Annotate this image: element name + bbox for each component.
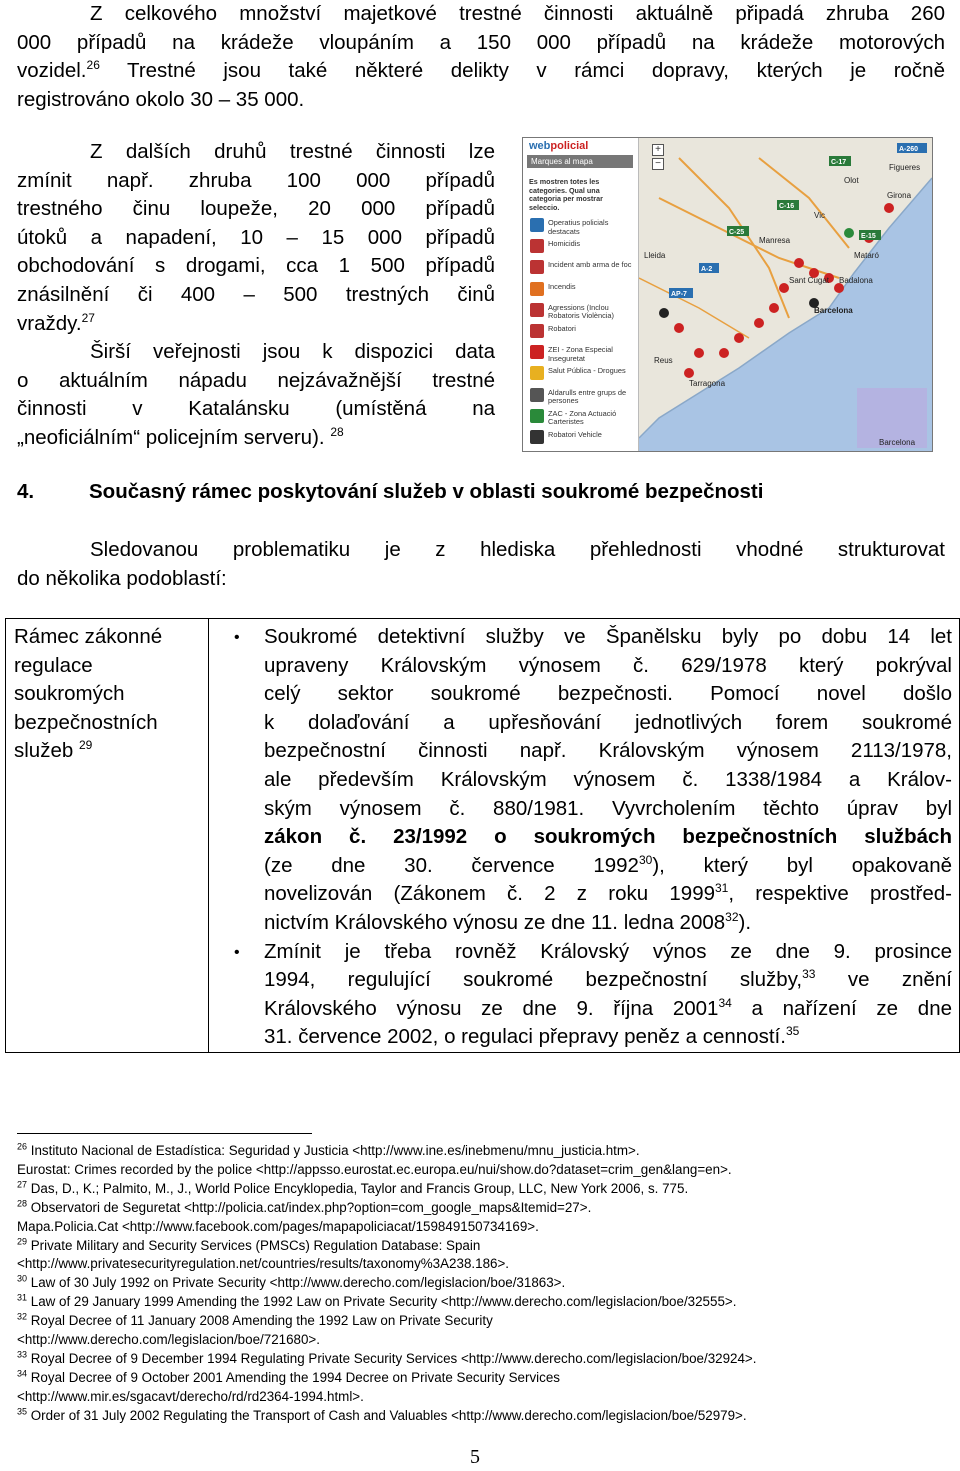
map-svg: [639, 138, 932, 451]
legend-label[interactable]: ZEI - Zona Especial Inseguretat: [548, 345, 613, 363]
left-text: vraždy.: [17, 311, 82, 335]
footnote-ref[interactable]: 34: [718, 995, 732, 1010]
footnote: [17, 1180, 952, 1199]
footnote-line: [17, 1388, 952, 1407]
place-label-lleida: Lleida: [644, 251, 666, 260]
bullet-text: ve znění: [815, 968, 952, 992]
place-label-manresa: Manresa: [759, 236, 791, 245]
intro-text: Trestné jsou také některé delikty v rámci dopravy, kterých je ročně: [99, 59, 945, 83]
left-cell-text: služeb: [14, 739, 74, 763]
zoom-in-button[interactable]: +: [652, 144, 664, 156]
footnote-line: [17, 1350, 952, 1369]
left-line: útoků a napadení, 10 – 15 000 případů: [17, 225, 495, 249]
sub-intro-line: do několika podoblastí:: [17, 566, 227, 590]
footnote-line: [17, 1199, 952, 1218]
footnote-text: Eurostat: Crimes recorded by the police <http://appsso.eurostat.ec.europa.eu/nui/show.do?dataset=crim_gen&lang=en>.: [17, 1161, 732, 1177]
footnote-ref[interactable]: 32: [725, 910, 739, 925]
legend-label[interactable]: Incendis: [548, 281, 576, 291]
footnote-number: 30: [17, 1273, 28, 1284]
bullet-line: [264, 1023, 952, 1052]
left-cell-line: regulace: [14, 653, 93, 677]
footnote-number: 29: [17, 1236, 28, 1247]
footnote-number: 27: [17, 1179, 28, 1190]
bullet-text: novelizován (Zákonem č. 2 z roku 1999: [264, 882, 715, 906]
footnote-text: Royal Decree of 9 October 2001 Amending the 1994 Decree on Private Security Services: [30, 1369, 560, 1385]
bullet-line: bezpečnostní činnosti např. Královským výnosem 2113/1978,: [264, 739, 952, 763]
bullet-line: [264, 909, 952, 938]
left-line: Širší veřejnosti jsou k dispozici data: [90, 340, 495, 364]
map-marker: [674, 323, 684, 333]
legend-icon[interactable]: [530, 345, 544, 359]
footnote-text: Das, D., K.; Palmito, M., J., World Police Encyklopedia, Taylor and Francis Group, LLC, New York 2006, s. 775.: [30, 1180, 689, 1196]
legend-icon[interactable]: [530, 218, 544, 232]
left-line: [17, 424, 495, 453]
map-brand-a: web: [529, 140, 551, 152]
left-line: činnosti v Katalánsku (umístěná na: [17, 397, 495, 421]
map-intro: Es mostren totes les categories. Qual una categoria per mostrar seleccio.: [529, 177, 603, 212]
left-cell-line: bezpečnostních: [14, 710, 158, 734]
intro-line: 000 případů na krádeže vloupáním a 150 000 případů na krádeže motorových: [17, 30, 945, 54]
legend-icon[interactable]: [530, 303, 544, 317]
bullet-line: Zmínit je třeba rovněž Královský výnos ze dne 9. prosince: [264, 939, 952, 963]
footnote-line: [17, 1218, 952, 1237]
map-brand: [529, 140, 588, 152]
map-marker: [884, 203, 894, 213]
bullet-line: ale především Královským výnosem č. 1338/1984 a Králov-: [264, 767, 952, 791]
map-marker: [844, 228, 854, 238]
bullet-text: ).: [738, 910, 752, 934]
footnote-line: [17, 1237, 952, 1256]
road-badge-c16: C-16: [779, 203, 795, 210]
section-number: 4.: [17, 480, 35, 503]
place-label-sant-cugat: Sant Cugat: [789, 276, 830, 285]
road-badge-c25: C-25: [729, 229, 745, 236]
left-cell-line: soukromých: [14, 682, 125, 706]
map-marker: [779, 283, 789, 293]
legend-label[interactable]: Aldarulls entre grups de persones: [548, 387, 627, 406]
footnote-text: Royal Decree of 11 January 2008 Amending the 1992 Law on Private Security: [30, 1313, 493, 1329]
footnote-text: Private Military and Security Services (PMSCs) Regulation Database: Spain: [30, 1237, 481, 1253]
legend-label[interactable]: Incident amb arma de foc: [548, 260, 632, 270]
footnote-text: Observatori de Seguretat <http://policia.cat/index.php?option=com_google_maps&Itemid=27>.: [30, 1199, 592, 1215]
footnote-text: Law of 29 January 1999 Amending the 1992 Law on Private Security <http://www.derecho.com/legislacion/boe/32555>.: [30, 1294, 737, 1310]
bullet-text: 31. července 2002, o regulaci přepravy peněz a cenností.: [264, 1025, 786, 1049]
road-badge-c17: C-17: [831, 159, 847, 166]
intro-line: [17, 57, 945, 86]
bullet-line-bold: zákon č. 23/1992 o soukromých bezpečnostních službách: [264, 825, 952, 849]
bullet-line: celý sektor soukromé bezpečnosti. Pomocí novel došlo: [264, 682, 952, 706]
bullet-text: ), který byl opakovaně: [652, 853, 953, 877]
bullet-text: Královského výnosu ze dne 9. října 2001: [264, 996, 719, 1020]
bullet-dot: •: [234, 943, 240, 961]
intro-text: vozidel.: [17, 59, 87, 83]
footnote: [17, 1407, 952, 1426]
footnote-number: 35: [17, 1406, 28, 1417]
bullet-text: 1994, regulující soukromé bezpečnostní služby,: [264, 968, 803, 992]
crime-map-screenshot: [522, 137, 933, 452]
place-label-badalona: Badalona: [839, 276, 873, 285]
bullet-dot: •: [234, 629, 240, 646]
footnote-number: 26: [17, 1141, 28, 1152]
page-number: 5: [470, 1446, 480, 1468]
footnote-text: Order of 31 July 2002 Regulating the Transport of Cash and Valuables <http://www.derecho.com/legislacion/boe/52979>.: [30, 1407, 747, 1423]
footnote-text: Mapa.Policia.Cat <http://www.facebook.com/pages/mapapoliciacat/159849150734169>.: [17, 1218, 539, 1234]
footnote-line: [17, 1274, 952, 1293]
legend-icon[interactable]: [530, 366, 544, 380]
map-marker: [659, 308, 669, 318]
map-marker: [734, 333, 744, 343]
legend-icon[interactable]: [530, 324, 544, 338]
intro-line: Z celkového množství majetkové trestné činnosti aktuálně připadá zhruba 260: [90, 2, 945, 25]
footnote-number: 31: [17, 1292, 28, 1303]
legend-label[interactable]: ZAC - Zona Actuació Carteristes: [548, 408, 617, 427]
footnote-line: [17, 1312, 952, 1331]
map-marker: [694, 348, 704, 358]
left-text: „neoficiálním“ policejním serveru).: [17, 425, 325, 449]
legend-icon[interactable]: [530, 430, 544, 444]
road-line: [639, 278, 749, 338]
left-paragraph: [17, 138, 495, 453]
footnote-line: [17, 1407, 952, 1426]
place-label-mataro: Mataró: [854, 251, 879, 260]
bullet-text: (ze dne 30. července 1992: [264, 853, 639, 877]
footnote-number: 33: [17, 1349, 28, 1360]
legend-label[interactable]: Homicidis: [548, 239, 581, 249]
footnote-ref[interactable]: 27: [81, 310, 95, 325]
place-label-girona: Girona: [887, 191, 912, 200]
left-line: trestného činu loupeže, 20 000 případů: [17, 197, 495, 221]
footnote: [17, 1237, 952, 1275]
place-label-vic: Vic: [814, 211, 825, 220]
section-heading: [17, 480, 947, 504]
footnote-line: [17, 1180, 952, 1199]
map-brand-b: policial: [550, 140, 589, 152]
legend-label[interactable]: Agressions (Inclou Robatoris Violència): [548, 302, 615, 321]
map-marker: [754, 318, 764, 328]
footnote-text: <http://www.privatesecurityregulation.net/countries/results/taxonomy%3A238.186>.: [17, 1256, 510, 1272]
bullet-text: nictvím Královského výnosu ze dne 11. ledna 2008: [264, 910, 726, 934]
legend-icon[interactable]: [530, 282, 544, 296]
bullet-line: [264, 880, 952, 909]
section-title: Současný rámec poskytování služeb v oblasti soukromé bezpečnosti: [89, 480, 764, 503]
bullet-list: [234, 623, 953, 1052]
footnote: [17, 1274, 952, 1293]
place-label-olot: Olot: [844, 176, 859, 185]
sub-intro-line: Sledovanou problematiku je z hlediska přehlednosti vhodné strukturovat: [90, 538, 945, 561]
left-line: [17, 310, 495, 339]
footnote: [17, 1142, 952, 1180]
legend-label[interactable]: Operatius policials destacats: [548, 218, 609, 236]
road-badge-ap7: AP-7: [671, 291, 687, 298]
footnote-text: Royal Decree of 9 December 1994 Regulating Private Security Services <http://www.derecho.com/legislacion/boe/32924>.: [30, 1350, 757, 1366]
footnote-ref[interactable]: 31: [715, 881, 729, 896]
road-line: [759, 158, 849, 248]
intro-line: registrováno okolo 30 – 35 000.: [17, 87, 305, 111]
footnote: [17, 1199, 952, 1218]
bullet-line: [264, 966, 952, 995]
road-badge-a2: A-2: [701, 266, 713, 273]
intro-paragraph: [17, 0, 945, 114]
bullet-item: [234, 938, 952, 1052]
legend-icon[interactable]: [530, 409, 544, 423]
legend-icon[interactable]: [530, 239, 544, 253]
legend-icon[interactable]: [530, 388, 544, 402]
left-line: zmínit např. zhruba 100 000 případů: [17, 168, 495, 192]
footnote-text: <http://www.mir.es/sgacavt/derecho/rd/rd2364-1994.html>.: [17, 1388, 364, 1404]
footnote: [17, 1312, 952, 1350]
bullet-line: ským výnosem č. 880/1981. Vyvrcholením těchto úprav byl: [264, 796, 952, 820]
place-label-barcelona-2: Barcelona: [879, 438, 916, 447]
map-marker: [769, 303, 779, 313]
map-header-bar: [527, 155, 633, 168]
map-marker: [794, 258, 804, 268]
legend-label[interactable]: Robatori Vehicle: [548, 430, 602, 439]
bullet-item: [234, 623, 953, 938]
map-header-label: Marques al mapa: [531, 157, 593, 166]
footnote-number: 28: [17, 1198, 28, 1209]
footnote-line: [17, 1255, 952, 1274]
footnote-text: <http://www.derecho.com/legislacion/boe/721680>.: [17, 1332, 320, 1348]
bullet-line: Soukromé detektivní služby ve Španělsku byly po dobu 14 let: [264, 625, 952, 648]
place-label-figueres: Figueres: [889, 163, 921, 172]
footnote-ref[interactable]: 28: [330, 425, 344, 440]
footnote-line: [17, 1369, 952, 1388]
footnote-text: Law of 30 July 1992 on Private Security <http://www.derecho.com/legislacion/boe/31863>.: [30, 1275, 566, 1291]
footnote: [17, 1369, 952, 1407]
left-cell-line: [14, 737, 202, 766]
bullet-line: upraveny Královským výnosem č. 629/1978 který pokrýval: [264, 653, 952, 677]
table-right-cell: [209, 619, 960, 1053]
map-canvas[interactable]: [639, 138, 932, 451]
zoom-out-button[interactable]: −: [652, 158, 664, 170]
left-line: Z dalších druhů trestné činnosti lze: [90, 140, 495, 163]
bullet-line: [264, 995, 952, 1024]
bullet-line: k dolaďování a upřesňování jednotlivých forem soukromé: [264, 710, 952, 734]
road-badge-a260: A-260: [899, 146, 919, 153]
footnote: [17, 1218, 952, 1237]
left-line: znásilnění či 400 – 500 trestných činů: [17, 282, 495, 306]
footnote-line: [17, 1161, 952, 1180]
left-line: obchodování s drogami, cca 1 500 případů: [17, 254, 495, 278]
footnote-line: [17, 1293, 952, 1312]
legend-icon[interactable]: [530, 260, 544, 274]
footnote-line: [17, 1142, 952, 1161]
footnote-ref[interactable]: 29: [78, 738, 93, 753]
bullet-text: , respektive prostřed-: [728, 882, 952, 906]
table-row: [6, 619, 960, 1053]
footnote-text: Instituto Nacional de Estadística: Seguridad y Justicia <http://www.ine.es/inebmenu/mnu_justicia.htm>.: [30, 1143, 640, 1158]
footnote-separator: [17, 1133, 312, 1134]
legend-label[interactable]: Salut Pública - Drogues: [548, 366, 626, 376]
footnote-number: 34: [17, 1368, 28, 1379]
map-marker: [684, 368, 694, 378]
footnote: [17, 1350, 952, 1369]
bullet-text: a nařízení ze dne: [731, 996, 952, 1020]
footnotes: [17, 1142, 952, 1426]
footnote-ref[interactable]: 35: [785, 1024, 800, 1039]
place-label-tarragona: Tarragona: [689, 379, 726, 388]
footnote: [17, 1293, 952, 1312]
left-cell-text: [14, 623, 202, 766]
legend-label[interactable]: Robatori: [548, 324, 576, 333]
left-cell-line: Rámec zákonné: [14, 625, 163, 648]
bullet-line: [264, 852, 952, 881]
left-line: o aktuálním nápadu nejzávažnější trestné: [17, 368, 495, 392]
footnote-number: 32: [17, 1311, 28, 1322]
footnote-line: [17, 1331, 952, 1350]
place-label-barcelona: Barcelona: [814, 306, 853, 315]
place-label-reus: Reus: [654, 356, 673, 365]
map-legend-panel: [523, 138, 639, 451]
footnote-ref[interactable]: 33: [802, 967, 816, 982]
road-badge-e15: E-15: [861, 233, 876, 240]
footnote-ref[interactable]: 30: [638, 852, 653, 867]
footnote-ref[interactable]: 26: [86, 58, 100, 73]
regulation-table: [5, 618, 960, 1053]
sub-intro-paragraph: [17, 536, 945, 593]
table-left-cell: [6, 619, 209, 1053]
map-marker: [719, 348, 729, 358]
